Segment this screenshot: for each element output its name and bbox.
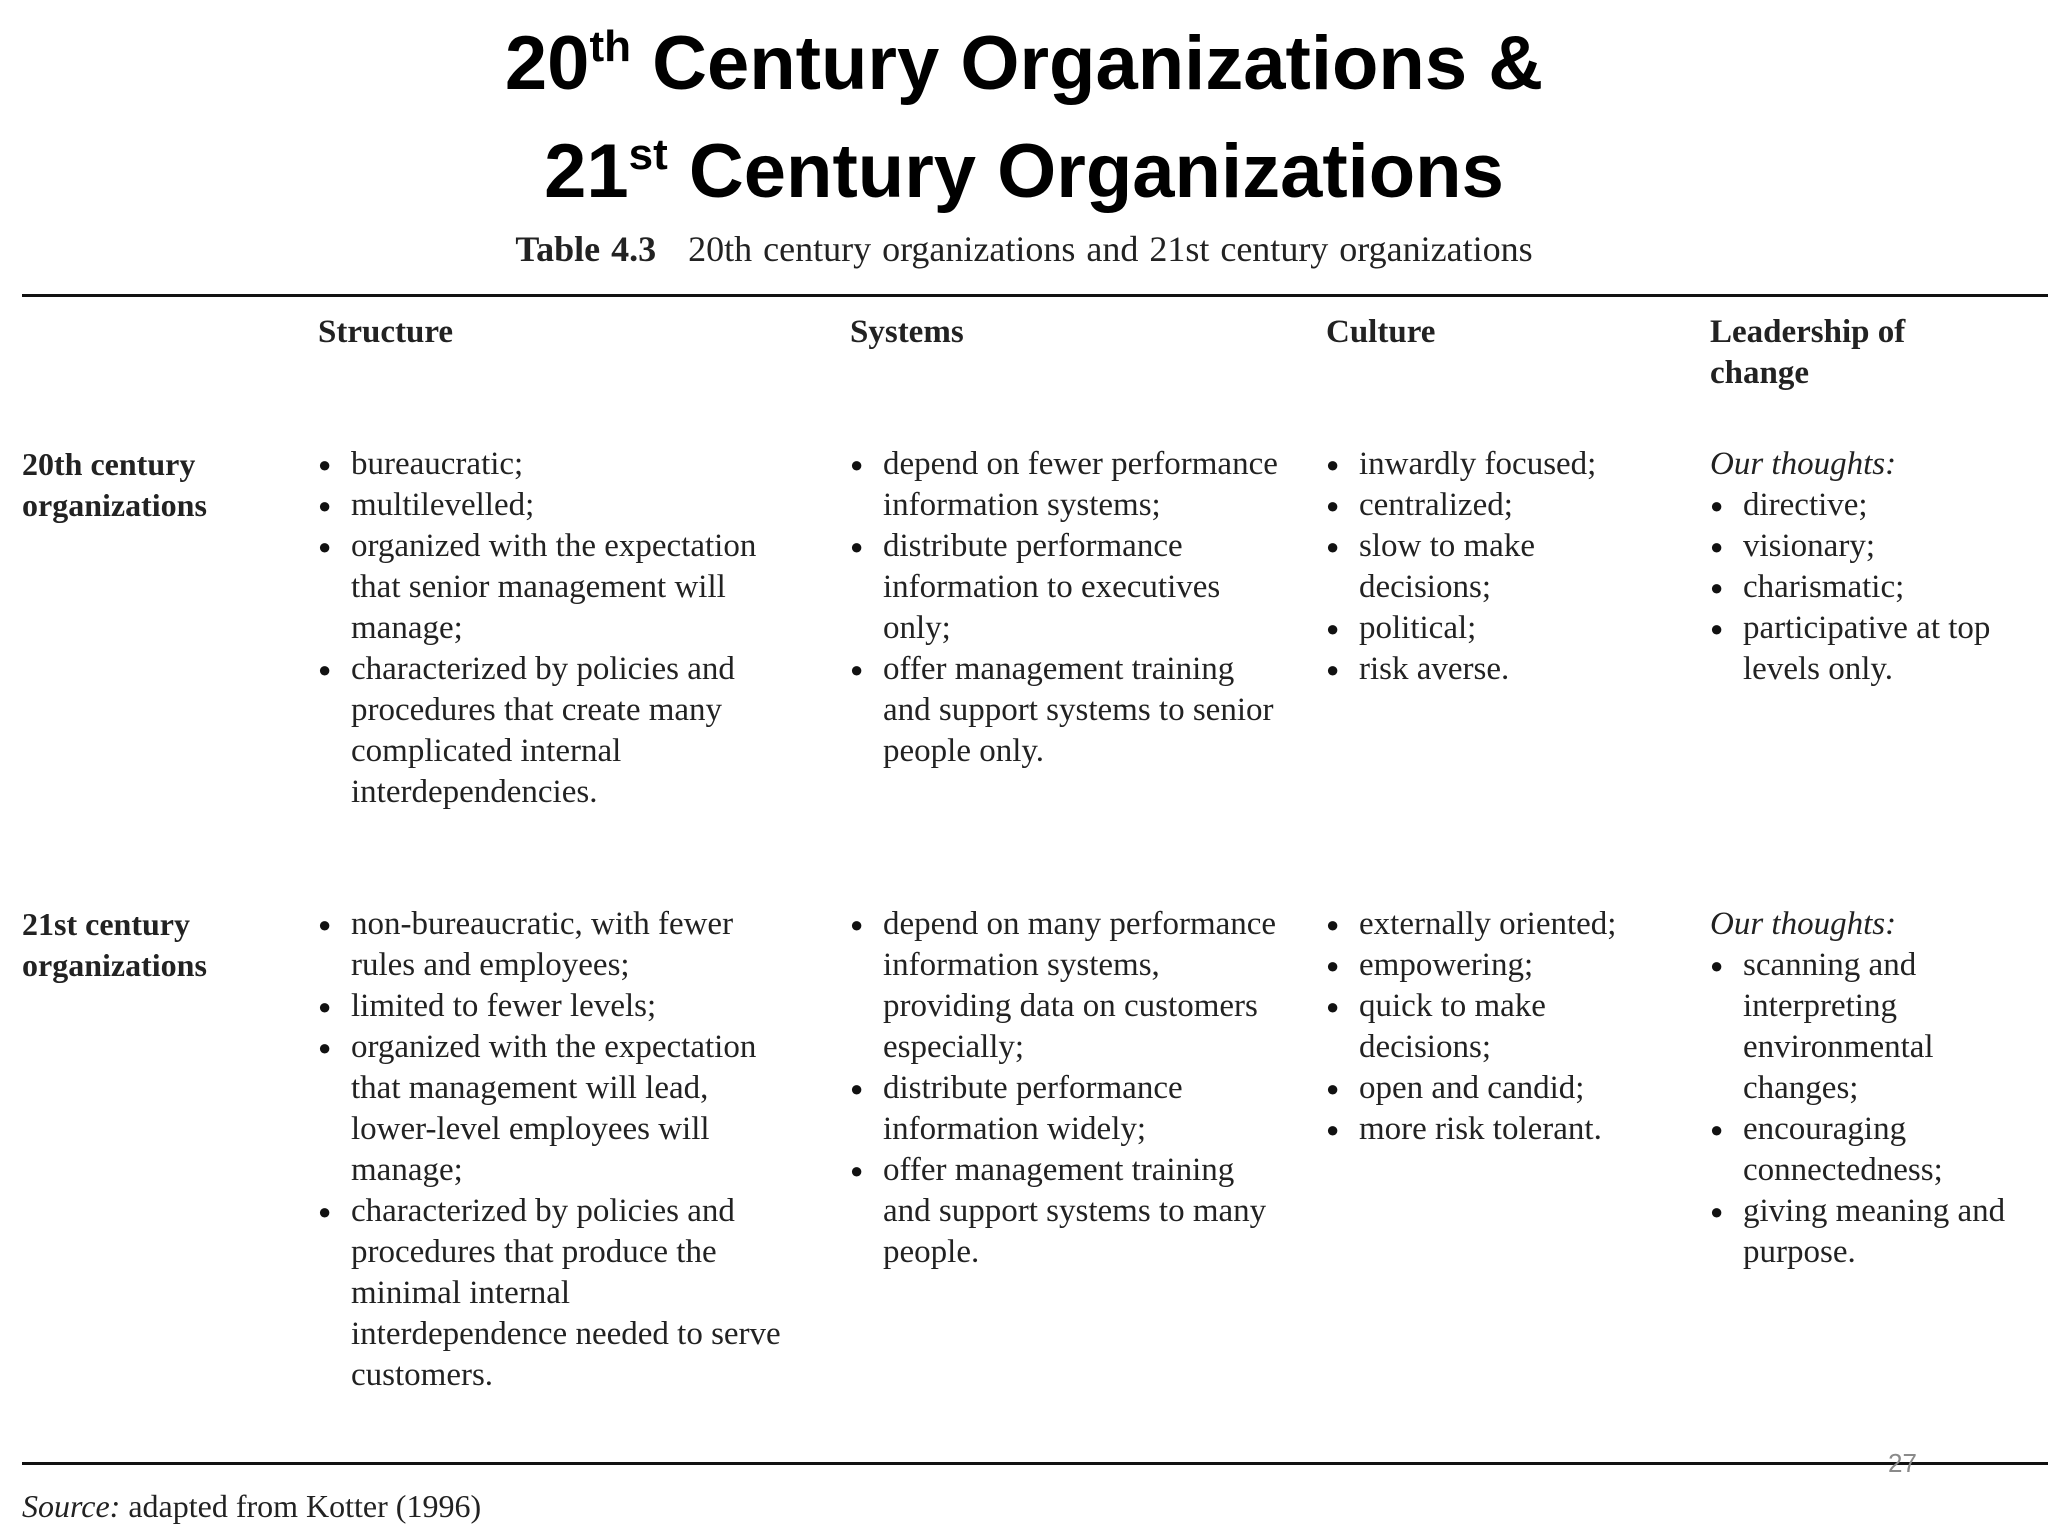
list-item: ● scanning and interpreting environmental changes; bbox=[1710, 945, 2036, 1109]
source-text: adapted from Kotter (1996) bbox=[128, 1488, 482, 1524]
list-item: ● distribute performance information widely; bbox=[850, 1068, 1280, 1150]
list-item: ● slow to make decisions; bbox=[1326, 526, 1666, 608]
slide-title-line-2: 21st Century Organizations bbox=[544, 129, 1504, 214]
table-top-rule bbox=[22, 294, 2048, 297]
cell-21st-systems bbox=[850, 904, 1280, 1273]
cell-21st-culture bbox=[1326, 904, 1666, 1150]
list-item: ● charismatic; bbox=[1710, 567, 2036, 608]
list-item: ● participative at top levels only. bbox=[1710, 608, 2036, 690]
column-header-structure: Structure bbox=[318, 314, 454, 350]
table-bottom-rule bbox=[22, 1462, 2048, 1465]
cell-20th-culture bbox=[1326, 444, 1666, 690]
cell-21st-leadership bbox=[1710, 904, 2036, 1273]
list-item: ● more risk tolerant. bbox=[1326, 1109, 1666, 1150]
cell-20th-structure bbox=[318, 444, 788, 813]
table-caption-text: 20th century organizations and 21st century organizations bbox=[688, 229, 1533, 269]
list-item: ● political; bbox=[1326, 608, 1666, 649]
row-header-20th-century: 20th century organizations bbox=[22, 446, 207, 523]
list-item: ● directive; bbox=[1710, 485, 2036, 526]
list-item: ● giving meaning and purpose. bbox=[1710, 1191, 2036, 1273]
list-item: ● characterized by policies and procedures that create many complicated internal interdependencies. bbox=[318, 649, 788, 813]
list-item: ● empowering; bbox=[1326, 945, 1666, 986]
slide-title-line-1: 20th Century Organizations & bbox=[504, 21, 1544, 106]
list-item: ● distribute performance information to executives only; bbox=[850, 526, 1280, 649]
source-label: Source: bbox=[22, 1488, 121, 1524]
table-source bbox=[22, 1488, 481, 1525]
list-item: ● limited to fewer levels; bbox=[318, 986, 788, 1027]
cell-21st-structure bbox=[318, 904, 788, 1396]
list-item: ● offer management training and support systems to senior people only. bbox=[850, 649, 1280, 772]
column-header-culture: Culture bbox=[1326, 314, 1436, 350]
list-item: ● visionary; bbox=[1710, 526, 2036, 567]
row-header-21st-century: 21st century organizations bbox=[22, 906, 207, 983]
list-item: ● multilevelled; bbox=[318, 485, 788, 526]
cell-20th-systems bbox=[850, 444, 1280, 772]
list-item: ● non-bureaucratic, with fewer rules and employees; bbox=[318, 904, 788, 986]
list-item: ● encouraging connectedness; bbox=[1710, 1109, 2036, 1191]
list-item: ● characterized by policies and procedures that produce the minimal internal interdependence needed to serve customers. bbox=[318, 1191, 788, 1396]
column-header-systems: Systems bbox=[850, 314, 964, 350]
list-item: ● open and candid; bbox=[1326, 1068, 1666, 1109]
list-item: ● organized with the expectation that management will lead, lower-level employees will manage; bbox=[318, 1027, 788, 1191]
list-item: ● externally oriented; bbox=[1326, 904, 1666, 945]
page-number: 27 bbox=[1888, 1448, 1917, 1478]
leadership-note: Our thoughts: bbox=[1710, 906, 1897, 942]
cell-20th-leadership bbox=[1710, 444, 2036, 690]
list-item: ● organized with the expectation that senior management will manage; bbox=[318, 526, 788, 649]
table-caption-label: Table 4.3 bbox=[515, 229, 657, 269]
list-item: ● offer management training and support systems to many people. bbox=[850, 1150, 1280, 1273]
column-header-leadership: Leadership of change bbox=[1710, 314, 1906, 391]
list-item: ● inwardly focused; bbox=[1326, 444, 1666, 485]
slide-title bbox=[0, 10, 2048, 226]
list-item: ● depend on fewer performance information systems; bbox=[850, 444, 1280, 526]
list-item: ● depend on many performance information systems, providing data on customers especially; bbox=[850, 904, 1280, 1068]
leadership-note: Our thoughts: bbox=[1710, 446, 1897, 482]
list-item: ● quick to make decisions; bbox=[1326, 986, 1666, 1068]
list-item: ● bureaucratic; bbox=[318, 444, 788, 485]
list-item: ● centralized; bbox=[1326, 485, 1666, 526]
list-item: ● risk averse. bbox=[1326, 649, 1666, 690]
table-caption bbox=[0, 228, 2048, 270]
